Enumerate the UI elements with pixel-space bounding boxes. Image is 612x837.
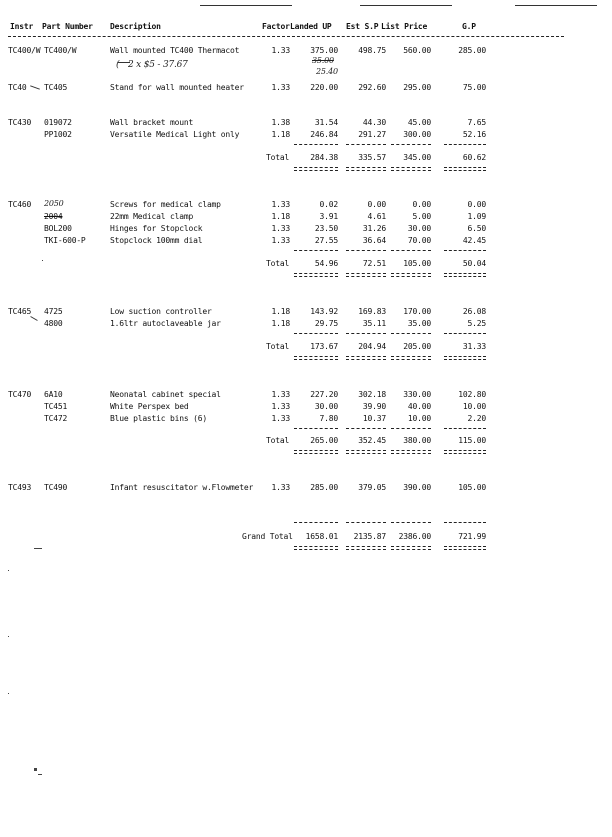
total-double-rule xyxy=(294,450,338,454)
subtotal-rule xyxy=(346,428,386,429)
row-part-number: 4800 xyxy=(44,319,63,328)
row-landed-up: 29.75 xyxy=(314,319,338,328)
total-list-price: 205.00 xyxy=(403,342,431,351)
subtotal-rule xyxy=(346,144,386,145)
total-double-rule xyxy=(391,356,431,360)
grand-total-label: Grand Total xyxy=(242,532,293,541)
scan-speck xyxy=(34,548,42,549)
total-gp: 31.33 xyxy=(462,342,486,351)
row-list-price: 30.00 xyxy=(407,224,431,233)
grand-total-est-sp: 2135.87 xyxy=(353,532,386,541)
row-est-sp: 31.26 xyxy=(362,224,386,233)
row-list-price: 560.00 xyxy=(403,46,431,55)
total-double-rule xyxy=(444,450,486,454)
row-landed-up: 27.55 xyxy=(314,236,338,245)
row-gp: 102.80 xyxy=(458,390,486,399)
grand-total-rule xyxy=(294,522,338,523)
handwritten-value: 25.40 xyxy=(316,67,338,76)
total-label: Total xyxy=(266,259,290,268)
row-factor: 1.33 xyxy=(271,414,290,423)
total-landed-up: 284.38 xyxy=(310,153,338,162)
header-rule xyxy=(8,36,564,37)
header-description: Description xyxy=(110,22,161,31)
row-factor: 1.18 xyxy=(271,212,290,221)
grand-total-landed-up: 1658.01 xyxy=(305,532,338,541)
row-list-price: 40.00 xyxy=(407,402,431,411)
row-list-price: 390.00 xyxy=(403,483,431,492)
row-description: 1.6ltr autoclaveable jar xyxy=(110,319,221,328)
handwritten-note: 2 x $5 - 37.67 xyxy=(128,60,188,70)
row-instr: TC493 xyxy=(8,483,32,492)
row-list-price: 10.00 xyxy=(407,414,431,423)
row-factor: 1.33 xyxy=(271,390,290,399)
row-part-number: 2050 xyxy=(44,199,64,208)
row-description: Infant resuscitator w.Flowmeter xyxy=(110,483,254,492)
total-double-rule xyxy=(391,167,431,171)
scan-speck xyxy=(8,570,9,571)
subtotal-rule xyxy=(391,250,431,251)
row-landed-up: 246.84 xyxy=(310,130,338,139)
total-label: Total xyxy=(266,342,290,351)
row-gp: 1.09 xyxy=(467,212,486,221)
row-list-price: 5.00 xyxy=(412,212,431,221)
header-gp: G.P xyxy=(462,22,476,31)
row-list-price: 35.00 xyxy=(407,319,431,328)
row-mark-icon xyxy=(30,316,37,321)
row-est-sp: 39.90 xyxy=(362,402,386,411)
total-list-price: 105.00 xyxy=(403,259,431,268)
row-est-sp: 36.64 xyxy=(362,236,386,245)
row-description: Screws for medical clamp xyxy=(110,200,221,209)
total-gp: 60.62 xyxy=(462,153,486,162)
row-instr: TC40 xyxy=(8,83,27,92)
row-instr: TC400/W xyxy=(8,46,41,55)
row-list-price: 0.00 xyxy=(412,200,431,209)
row-gp: 42.45 xyxy=(462,236,486,245)
total-double-rule xyxy=(346,450,386,454)
total-double-rule xyxy=(346,356,386,360)
total-double-rule xyxy=(294,273,338,277)
row-landed-up: 0.02 xyxy=(319,200,338,209)
row-part-number: 4725 xyxy=(44,307,63,316)
header-est-sp: Est S.P xyxy=(346,22,379,31)
subtotal-rule xyxy=(391,428,431,429)
total-double-rule xyxy=(444,273,486,277)
row-est-sp: 291.27 xyxy=(358,130,386,139)
row-landed-up: 220.00 xyxy=(310,83,338,92)
row-description: Stopclock 100mm dial xyxy=(110,236,203,245)
grand-total-list-price: 2386.00 xyxy=(398,532,431,541)
scan-speck xyxy=(8,636,9,637)
total-double-rule xyxy=(444,167,486,171)
subtotal-rule xyxy=(294,250,338,251)
row-part-number: 2004 xyxy=(44,212,63,221)
grand-total-rule xyxy=(444,522,486,523)
total-double-rule xyxy=(391,450,431,454)
row-instr: TC460 xyxy=(8,200,32,209)
grand-total-double-rule xyxy=(391,546,431,550)
row-description: White Perspex bed xyxy=(110,402,189,411)
grand-total-rule xyxy=(346,522,386,523)
row-gp: 7.65 xyxy=(467,118,486,127)
row-landed-up: 227.20 xyxy=(310,390,338,399)
total-landed-up: 173.67 xyxy=(310,342,338,351)
header-part-number: Part Number xyxy=(42,22,93,31)
row-landed-up: 285.00 xyxy=(310,483,338,492)
grand-total-double-rule xyxy=(294,546,338,550)
scan-speck xyxy=(42,260,43,261)
row-part-number: TC451 xyxy=(44,402,68,411)
header-instr: Instr xyxy=(10,22,34,31)
total-est-sp: 352.45 xyxy=(358,436,386,445)
total-gp: 50.04 xyxy=(462,259,486,268)
row-part-number: TC400/W xyxy=(44,46,77,55)
row-factor: 1.33 xyxy=(271,402,290,411)
total-label: Total xyxy=(266,153,290,162)
row-landed-up: 7.80 xyxy=(319,414,338,423)
row-description: 22mm Medical clamp xyxy=(110,212,194,221)
row-est-sp: 379.05 xyxy=(358,483,386,492)
grand-total-rule xyxy=(391,522,431,523)
subtotal-rule xyxy=(444,144,486,145)
row-description: Low suction controller xyxy=(110,307,212,316)
scan-speck xyxy=(34,768,37,771)
row-part-number: TKI-600-P xyxy=(44,236,86,245)
row-instr: TC430 xyxy=(8,118,32,127)
row-list-price: 70.00 xyxy=(407,236,431,245)
handwritten-struck-value: 35.00 xyxy=(312,56,334,65)
subtotal-rule xyxy=(346,250,386,251)
header-factor: Factor xyxy=(262,22,290,31)
grand-total-double-rule xyxy=(444,546,486,550)
total-double-rule xyxy=(391,273,431,277)
row-description: Neonatal cabinet special xyxy=(110,390,221,399)
row-est-sp: 4.61 xyxy=(367,212,386,221)
grand-total-double-rule xyxy=(346,546,386,550)
top-rule-2 xyxy=(360,5,452,6)
row-factor: 1.18 xyxy=(271,307,290,316)
row-factor: 1.18 xyxy=(271,319,290,328)
row-gp: 10.00 xyxy=(462,402,486,411)
handwritten-scribble-icon xyxy=(118,62,130,63)
row-list-price: 330.00 xyxy=(403,390,431,399)
total-est-sp: 72.51 xyxy=(362,259,386,268)
subtotal-rule xyxy=(444,333,486,334)
header-landed-up: Landed UP xyxy=(290,22,332,31)
total-gp: 115.00 xyxy=(458,436,486,445)
row-part-number: PP1002 xyxy=(44,130,72,139)
row-est-sp: 10.37 xyxy=(362,414,386,423)
row-description: Wall mounted TC400 Thermacot xyxy=(110,46,240,55)
row-gp: 26.08 xyxy=(462,307,486,316)
row-list-price: 300.00 xyxy=(403,130,431,139)
total-landed-up: 265.00 xyxy=(310,436,338,445)
row-factor: 1.33 xyxy=(271,224,290,233)
total-double-rule xyxy=(444,356,486,360)
row-landed-up: 375.00 xyxy=(310,46,338,55)
grand-total-gp: 721.99 xyxy=(458,532,486,541)
row-landed-up: 3.91 xyxy=(319,212,338,221)
total-double-rule xyxy=(294,356,338,360)
row-gp: 5.25 xyxy=(467,319,486,328)
row-est-sp: 292.60 xyxy=(358,83,386,92)
row-list-price: 170.00 xyxy=(403,307,431,316)
subtotal-rule xyxy=(391,333,431,334)
row-part-number: TC472 xyxy=(44,414,68,423)
row-landed-up: 30.00 xyxy=(314,402,338,411)
scan-speck xyxy=(38,774,42,775)
row-gp: 52.16 xyxy=(462,130,486,139)
row-description: Blue plastic bins (6) xyxy=(110,414,207,423)
subtotal-rule xyxy=(444,428,486,429)
total-landed-up: 54.96 xyxy=(314,259,338,268)
row-part-number: BOL200 xyxy=(44,224,72,233)
row-landed-up: 31.54 xyxy=(314,118,338,127)
row-instr: TC470 xyxy=(8,390,32,399)
row-description: Versatile Medical Light only xyxy=(110,130,240,139)
total-list-price: 380.00 xyxy=(403,436,431,445)
subtotal-rule xyxy=(346,333,386,334)
handwritten-paren-icon: ( xyxy=(116,60,120,70)
row-factor: 1.33 xyxy=(271,483,290,492)
total-double-rule xyxy=(294,167,338,171)
row-est-sp: 302.18 xyxy=(358,390,386,399)
row-est-sp: 44.30 xyxy=(362,118,386,127)
row-gp: 0.00 xyxy=(467,200,486,209)
row-est-sp: 35.11 xyxy=(362,319,386,328)
subtotal-rule xyxy=(444,250,486,251)
row-gp: 2.20 xyxy=(467,414,486,423)
scan-speck xyxy=(8,693,9,694)
total-double-rule xyxy=(346,273,386,277)
top-rule-3 xyxy=(515,5,597,6)
row-factor: 1.33 xyxy=(271,200,290,209)
row-factor: 1.33 xyxy=(271,236,290,245)
row-gp: 6.50 xyxy=(467,224,486,233)
subtotal-rule xyxy=(294,333,338,334)
subtotal-rule xyxy=(294,428,338,429)
row-description: Hinges for Stopclock xyxy=(110,224,203,233)
row-gp: 285.00 xyxy=(458,46,486,55)
total-list-price: 345.00 xyxy=(403,153,431,162)
row-list-price: 295.00 xyxy=(403,83,431,92)
total-label: Total xyxy=(266,436,290,445)
row-factor: 1.38 xyxy=(271,118,290,127)
row-part-number: TC405 xyxy=(44,83,68,92)
row-description: Wall bracket mount xyxy=(110,118,194,127)
row-part-number: 6A10 xyxy=(44,390,63,399)
row-est-sp: 498.75 xyxy=(358,46,386,55)
row-est-sp: 0.00 xyxy=(367,200,386,209)
header-list-price: List Price xyxy=(381,22,428,31)
total-est-sp: 204.94 xyxy=(358,342,386,351)
total-double-rule xyxy=(346,167,386,171)
row-part-number: TC490 xyxy=(44,483,68,492)
subtotal-rule xyxy=(391,144,431,145)
row-landed-up: 143.92 xyxy=(310,307,338,316)
row-factor: 1.33 xyxy=(271,46,290,55)
row-gp: 105.00 xyxy=(458,483,486,492)
subtotal-rule xyxy=(294,144,338,145)
total-est-sp: 335.57 xyxy=(358,153,386,162)
row-description: Stand for wall mounted heater xyxy=(110,83,244,92)
row-part-number: 019072 xyxy=(44,118,72,127)
row-instr: TC465 xyxy=(8,307,32,316)
row-est-sp: 169.83 xyxy=(358,307,386,316)
row-gp: 75.00 xyxy=(462,83,486,92)
row-list-price: 45.00 xyxy=(407,118,431,127)
row-factor: 1.18 xyxy=(271,130,290,139)
row-factor: 1.33 xyxy=(271,83,290,92)
row-mark-icon xyxy=(30,85,40,89)
row-landed-up: 23.50 xyxy=(314,224,338,233)
top-rule-1 xyxy=(200,5,292,6)
